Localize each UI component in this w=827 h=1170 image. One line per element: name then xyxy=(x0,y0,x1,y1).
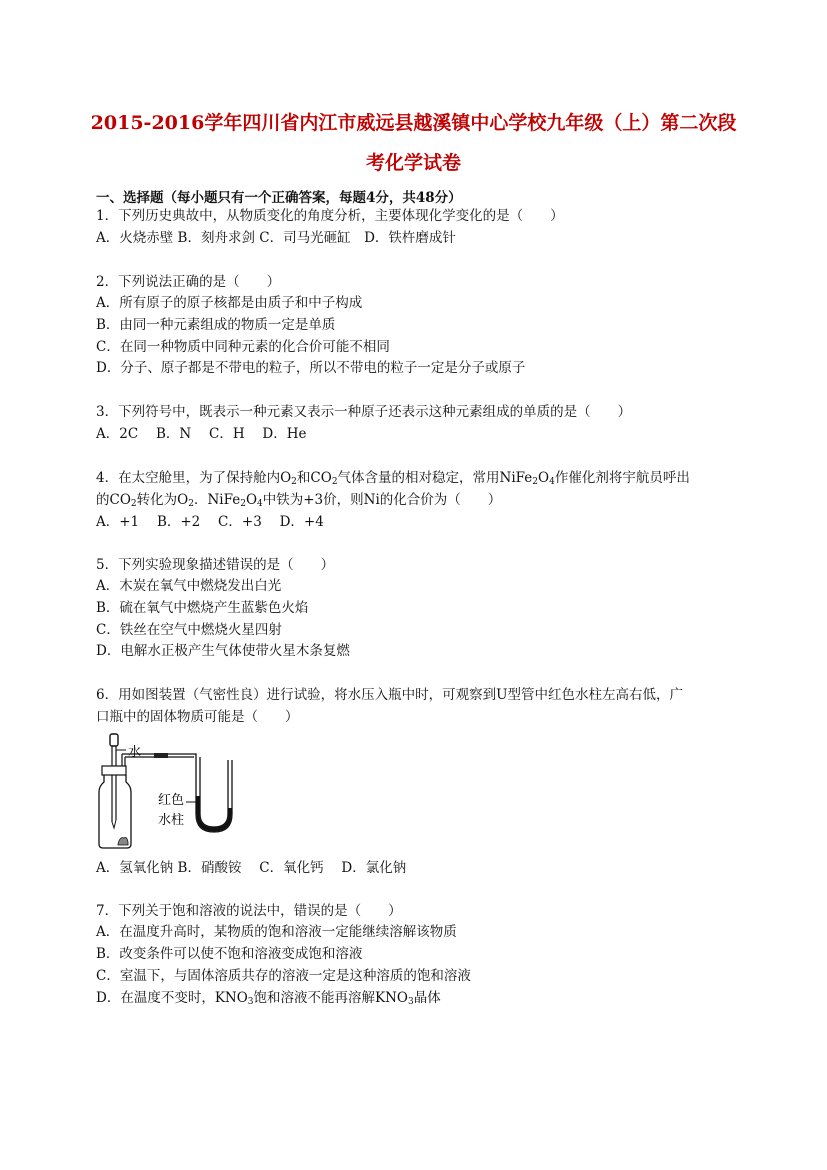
question-4-stem-line1: 4．在太空舱里，为了保持舱内$O_2$和$CO_2$气体含量的相对稳定，常用$NiFe_2O_4$作催化剂将宇航员呼出 xyxy=(96,470,690,487)
question-5-stem: 5．下列实验现象描述错误的是（ ） xyxy=(96,557,335,573)
section-heading-choice: 一、选择题（每小题只有一个正确答案，每题4分，共48分） xyxy=(96,190,462,206)
question-2-option-b: B．由同一种元素组成的物质一定是单质 xyxy=(96,317,336,333)
question-6-stem-line2: 口瓶中的固体物质可能是（ ） xyxy=(96,709,299,725)
question-3-options: A．2C B．N C．H D．He xyxy=(96,426,307,442)
question-3-stem: 3．下列符号中，既表示一种元素又表示一种原子还表示这种元素组成的单质的是（ ） xyxy=(96,404,632,420)
question-7-stem: 7．下列关于饱和溶液的说法中，错误的是（ ） xyxy=(96,903,402,919)
wide-mouth-bottle xyxy=(99,775,131,848)
question-5-option-a: A．木炭在氧气中燃烧发出白光 xyxy=(96,578,282,594)
apparatus-diagram xyxy=(96,732,256,852)
question-7-option-d: D．在温度不变时，$KNO_3$饱和溶液不能再溶解$KNO_3$晶体 xyxy=(96,990,441,1007)
question-2-option-a: A．所有原子的原子核都是由质子和中子构成 xyxy=(96,295,363,311)
question-5-option-c: C．铁丝在空气中燃烧火星四射 xyxy=(96,622,282,638)
dropper-bulb xyxy=(110,734,118,746)
apparatus-figure xyxy=(96,732,256,852)
rubber-joint xyxy=(154,753,168,758)
exam-title-line1: 2015-2016学年四川省内江市威远县越溪镇中心学校九年级（上）第二次段 xyxy=(90,112,737,134)
question-5-option-d: D．电解水正极产生气体使带火星木条复燃 xyxy=(96,643,350,659)
question-5-option-b: B．硫在氧气中燃烧产生蓝紫色火焰 xyxy=(96,600,309,616)
bottle-stopper xyxy=(102,766,126,775)
question-2-option-d: D．分子、原子都是不带电的粒子，所以不带电的粒子一定是分子或原子 xyxy=(96,360,526,376)
question-2-stem: 2．下列说法正确的是（ ） xyxy=(96,274,281,290)
figure-label-red: 红色 xyxy=(158,793,185,808)
solid-substance xyxy=(118,838,128,846)
question-7-option-c: C．室温下，与固体溶质共存的溶液一定是这种溶质的饱和溶液 xyxy=(96,968,471,984)
question-4-options: A．+1 B．+2 C．+3 D．+4 xyxy=(96,514,324,530)
figure-label-water: 水 xyxy=(128,745,142,760)
question-1-options: A．火烧赤壁 B．刻舟求剑 C．司马光砸缸 D．铁杵磨成针 xyxy=(96,230,456,246)
question-1-stem: 1．下列历史典故中，从物质变化的角度分析，主要体现化学变化的是（ ） xyxy=(96,208,564,224)
question-6-options: A．氢氧化钠 B．硝酸铵 C．氧化钙 D．氯化钠 xyxy=(96,860,407,876)
question-7-option-a: A．在温度升高时，某物质的饱和溶液一定能继续溶解该物质 xyxy=(96,924,457,940)
question-7-option-b: B．改变条件可以使不饱和溶液变成饱和溶液 xyxy=(96,946,363,962)
question-6-stem-line1: 6．用如图装置（气密性良）进行试验，将水压入瓶中时，可观察到U型管中红色水柱左高右低，广 xyxy=(96,687,683,703)
figure-label-column: 水柱 xyxy=(158,813,185,828)
exam-title-line2: 考化学试卷 xyxy=(365,152,461,174)
question-2-option-c: C．在同一种物质中同种元素的化合价可能不相同 xyxy=(96,339,390,355)
question-4-stem-line2: 的$CO_2$转化为$O_2$．$NiFe_2O_4$中铁为+3价，则Ni的化合价为（ ） xyxy=(96,492,502,509)
red-water-column xyxy=(197,796,232,832)
